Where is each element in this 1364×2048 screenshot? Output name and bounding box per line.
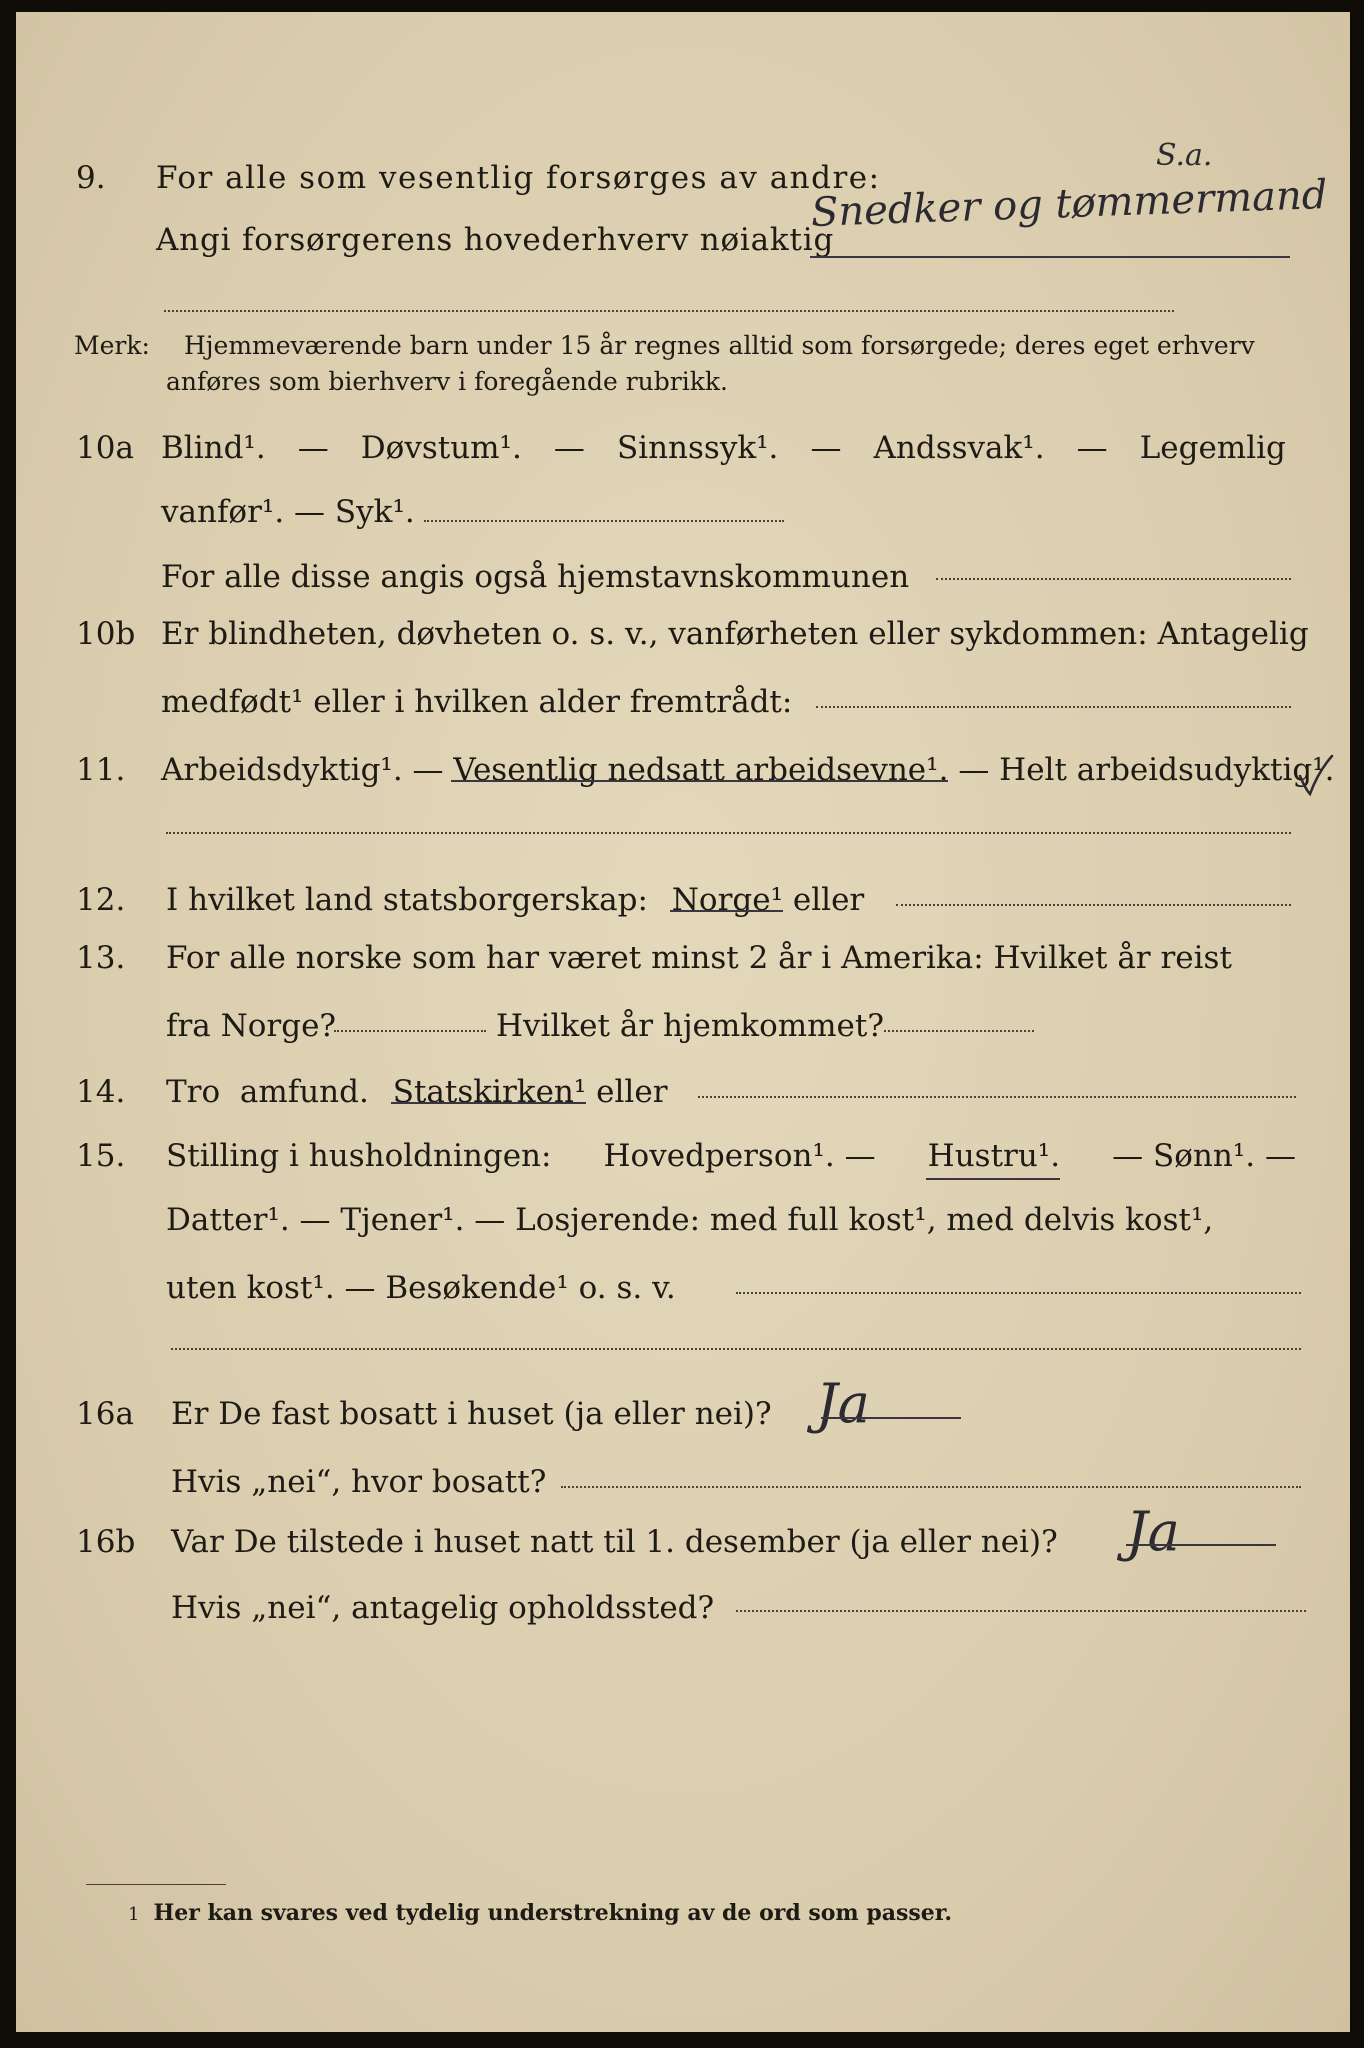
q16b-answer-line (1126, 1544, 1276, 1546)
q12-option-norge[interactable]: Norge¹ (671, 882, 784, 918)
q15-row-3 (16, 1258, 1350, 1318)
q16b-line-2: Hvis „nei“, antagelig opholdssted? (171, 1590, 715, 1626)
q10a-option-sinnssyk[interactable]: Sinnssyk¹. (616, 430, 779, 466)
q12-underline (670, 910, 783, 912)
q10a-option-dovstum[interactable]: Døvstum¹. (360, 430, 522, 466)
q13-reist-field[interactable] (334, 1030, 486, 1032)
q16b-answer-handwriting[interactable]: Ja (1126, 1500, 1180, 1563)
q11-option-arbeidsdyktig[interactable]: Arbeidsdyktig¹. — (161, 752, 444, 788)
q16b-number: 16b (76, 1524, 136, 1560)
q10a-row-1 (16, 418, 1350, 478)
q10a-option-blind[interactable]: Blind¹. (161, 430, 266, 466)
q15-line-2: Datter¹. — Tjener¹. — Losjerende: med full kost¹, med delvis kost¹, (166, 1202, 1214, 1238)
q9-margin-note: S.a. (1156, 138, 1213, 173)
footnote-text: Her kan svares ved tydelig understrekning av de ord som passer. (153, 1900, 953, 1926)
q15-row-1 (16, 1126, 1350, 1186)
q12-label: I hvilket land statsborgerskap: (166, 882, 648, 918)
footnote-rule (86, 1884, 226, 1885)
q16b-opholdssted-field[interactable] (736, 1610, 1306, 1612)
q14-option-eller[interactable]: eller (596, 1074, 668, 1110)
q14-underline (391, 1102, 587, 1104)
q11-option-helt-arbeidsudyktig[interactable]: — Helt arbeidsudyktig¹. (958, 752, 1335, 788)
q11-underline (451, 780, 948, 782)
q14-trossamfund-field[interactable] (698, 1096, 1296, 1098)
q12-option-eller[interactable]: eller (792, 882, 865, 918)
q12-land-field[interactable] (896, 904, 1291, 906)
q14-option-statskirken[interactable]: Statskirken¹ (392, 1074, 587, 1110)
q10b-number: 10b (76, 616, 136, 652)
q12-number: 12. (76, 882, 126, 918)
footnote (128, 1900, 952, 1926)
q15-underline (926, 1178, 1060, 1180)
q15-line-3: uten kost¹. — Besøkende¹ o. s. v. (166, 1270, 676, 1306)
census-form-page (16, 12, 1350, 2032)
footnote-number: 1 (128, 1904, 140, 1925)
q11-row (16, 740, 1350, 800)
q12-row (16, 870, 1350, 930)
q10b-line-1: Er blindheten, døvheten o. s. v., vanførheten eller sykdommen: Antagelig (161, 616, 1309, 652)
q9-number: 9. (76, 160, 106, 196)
q16a-number: 16a (76, 1396, 134, 1432)
q10b-row-2 (16, 672, 1350, 732)
q10a-line-2: vanfør¹. — Syk¹. (161, 494, 415, 530)
q15-option-hustru[interactable]: Hustru¹. (928, 1126, 1060, 1186)
q16a-answer-handwriting[interactable]: Ja (816, 1372, 870, 1435)
q9-line-2: Angi forsørgerens hovederhverv nøiaktig (156, 222, 835, 258)
q11-option-vesentlig-nedsatt[interactable]: Vesentlig nedsatt arbeidsevne¹. (453, 752, 949, 788)
q13-hjemkommet-field[interactable] (884, 1030, 1034, 1032)
q10a-syk-field[interactable] (424, 520, 784, 522)
q16b-row-2 (16, 1578, 1350, 1638)
q15-option-hovedperson[interactable]: Hovedperson¹. — (603, 1138, 876, 1174)
q10a-kommune-field[interactable] (936, 578, 1291, 580)
q13-row-1 (16, 928, 1350, 988)
q13-line-1: For alle norske som har været minst 2 år i Amerika: Hvilket år reist (166, 940, 1232, 976)
q10a-row-3 (16, 547, 1350, 607)
q10a-number: 10a (76, 430, 134, 466)
q15-row-2 (16, 1190, 1350, 1250)
q15-option-sonn[interactable]: — Sønn¹. — (1112, 1138, 1296, 1174)
q9-answer-handwriting[interactable]: Snedker og tømmermand (810, 171, 1329, 236)
q14-label: Tro amfund. (166, 1074, 369, 1110)
q9-answer-line (810, 256, 1290, 258)
q15-number: 15. (76, 1138, 126, 1174)
q11-continuation-line (166, 832, 1291, 834)
q16a-line-1: Er De fast bosatt i huset (ja eller nei)? (171, 1396, 772, 1432)
q16a-row-1 (16, 1384, 1350, 1444)
q11-number: 11. (76, 752, 126, 788)
q10a-option-legemlig[interactable]: Legemlig (1139, 430, 1286, 466)
merk-line-1: Hjemmeværende barn under 15 år regnes alltid som forsørgede; deres eget erhverv (184, 331, 1255, 360)
q16b-line-1: Var De tilstede i huset natt til 1. desember (ja eller nei)? (171, 1524, 1058, 1560)
q10b-line-2: medfødt¹ eller i hvilken alder fremtrådt: (161, 684, 793, 720)
check-mark-icon (1296, 750, 1336, 800)
q13-number: 13. (76, 940, 126, 976)
q10a-option-andssvak[interactable]: Andssvak¹. (873, 430, 1045, 466)
q9-line-1: For alle som vesentlig forsørges av andre: (156, 160, 881, 196)
q13-row-2 (16, 996, 1350, 1056)
q14-row (16, 1062, 1350, 1122)
q13-line-2a: fra Norge? (166, 1008, 337, 1044)
q14-number: 14. (76, 1074, 126, 1110)
merk-label: Merk: (74, 331, 150, 360)
q15-label: Stilling i husholdningen: (166, 1138, 552, 1174)
q10a-row-2 (16, 482, 1350, 542)
q15-stilling-field[interactable] (736, 1292, 1301, 1294)
q10a-line-3: For alle disse angis også hjemstavnskommunen (161, 559, 910, 595)
q10b-row-1 (16, 604, 1350, 664)
merk-line-2: anføres som bierhverv i foregående rubrikk. (166, 367, 728, 396)
q16a-line-2: Hvis „nei“, hvor bosatt? (171, 1464, 547, 1500)
q10a-options: Blind¹. — Døvstum¹. — Sinnssyk¹. — Andssvak¹. — Legemlig (161, 418, 1286, 478)
q10b-alder-field[interactable] (816, 706, 1291, 708)
q15-continuation-line (171, 1348, 1301, 1350)
q9-continuation-line (164, 310, 1174, 312)
q16a-answer-line (821, 1417, 961, 1419)
q13-line-2b: Hvilket år hjemkommet? (496, 1008, 884, 1044)
q16a-bosatt-field[interactable] (561, 1486, 1301, 1488)
